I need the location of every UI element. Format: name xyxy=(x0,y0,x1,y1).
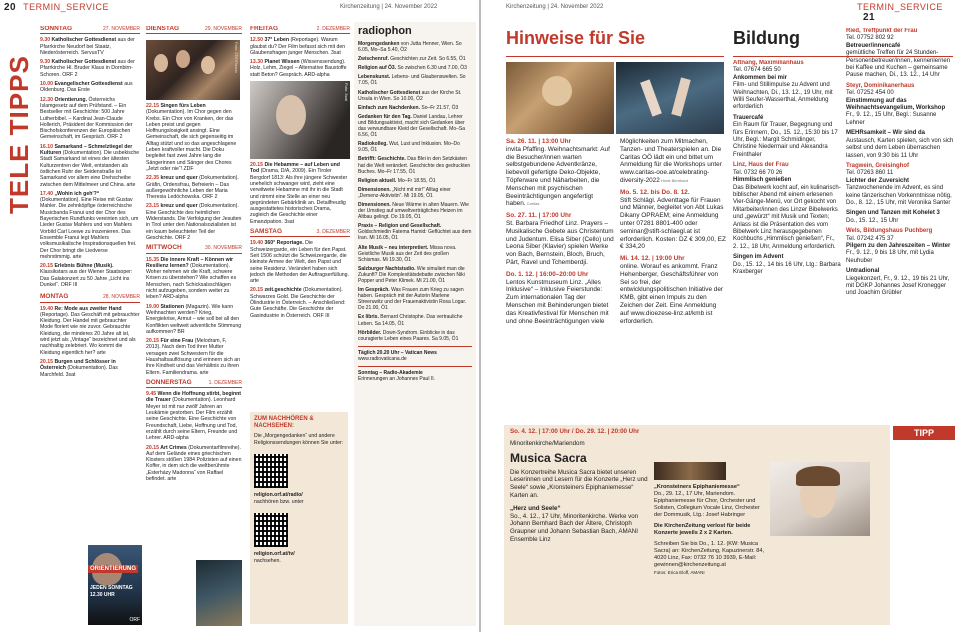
bildung-phone: Tel. 07252 454 00 xyxy=(846,90,894,97)
hinweis-text: Stift Schlägl. Adventtage für Frauen und Männer, begleitet von Abt Lukas Dikany OPRAEM; eine Anmeldung unter 07281 8801-400 oder seminar@stift-schlaegl.at ist erforderlich. Kosten: DZ € 309,00, EZ € 334,20 xyxy=(620,196,726,251)
event-description: aus der Pfarrkirche Hl. Bruder Klaus in Dornbirn-Schoren. ORF 2 xyxy=(40,59,135,78)
hinweis-credit: Horst Bernhard xyxy=(659,177,689,183)
bildung-headline: Untradional xyxy=(846,268,880,275)
orientierung-title: ORIENTIERUNG xyxy=(90,566,137,572)
photo-credit: Foto: ZDF/Radon xyxy=(234,42,239,73)
bildung-headline: Singen und Tanzen mit Kohelet 3 xyxy=(846,210,940,217)
event-title: 360° Reportage. xyxy=(264,240,306,247)
bildung-entry xyxy=(846,83,954,127)
bildung-entry xyxy=(846,228,954,265)
event-description: (Melodram, F, 2013). Nach dem Tod ihrer Mutter versagen zwei Schwestern für die Haushaltsauflösung und erinnern sich an ihre Kindheit und das Verhältnis zu ihren Eltern. Familiendrama. arte xyxy=(146,338,241,376)
event-description: (Reportage). Warum glaubst du? Der Film befasst sich mit den Glaubensfragen junger Menschen. 3sat xyxy=(250,37,346,56)
radio-item xyxy=(358,266,472,284)
bildung-headline: Ankommen bei mir xyxy=(733,74,788,81)
event-time: 19.40 xyxy=(250,240,265,247)
raffle-contact: Schreiben Sie bis Do., 1. 12. (KW: Musica Sacra) an: KirchenZeitung, Kapuzinerstr. 84, 4020 Linz, Fax: 0732 76 10 3939, E-Mail: gewinnen@kirchenzeitung.at xyxy=(654,541,765,568)
bildung-body: Fr., 9. 12., 15 Uhr, Begl.: Susanne Lehner xyxy=(846,112,937,126)
radio-item-text: Das Blei in den Setzkästen hat die Welt verändert. Geschichte des gedruckten Buches. Mo–Fr 17.55, Ö1 xyxy=(358,156,471,175)
musica-sacra-intro: Die Konzertreihe Musica Sacra bietet unseren Leserinnen und Lesern für die Konzerte „Herz und Seele“ sowie „Kronsteiners Epiphaniemesse“ Karten an. xyxy=(510,468,648,499)
tv-event xyxy=(146,175,242,200)
dienstag-photo xyxy=(146,40,240,100)
radio-item-title: Morgengedanken xyxy=(358,41,401,47)
event-description: (Dokumentation). Die usbekische Stadt Samarkand ist eines der ältesten Kulturzentren der Welt, entstanden als östlichen Ruhr der Seidenstraße ist Samarkand vor allem eine Drehscheibe zwischen dem Mittelmeer und China. arte xyxy=(40,150,140,188)
bildung-entry xyxy=(846,28,954,80)
musica-sacra-location: Minoritenkirche/Mariendom xyxy=(510,439,585,447)
hebamme-photo xyxy=(250,81,350,159)
musica-sacra-title: Musica Sacra xyxy=(510,450,587,465)
tv-event xyxy=(146,391,242,441)
radio-item-text: „Nicht mit mir!“ Alltag einer „Demenz-Aktivistin“. Mi 19.05, Ö1 xyxy=(358,186,451,199)
event-time: 19.40 xyxy=(40,305,55,312)
tv-event xyxy=(40,81,140,94)
radio-item-title: Ex libris. xyxy=(358,314,381,321)
event-description: (Magazin). Wie kann Weihnachten werden? Krieg, Energiekrise, Armut – wie soll bei all den Konflikten weltweit adventliche Stimmung aufkommen? BR xyxy=(146,303,242,335)
tele-tipps-sidebar xyxy=(2,24,34,224)
herz-und-seele-text: So., 4. 12., 17 Uhr, Minoritenkirche. Werke von Johann Bernhard Bach der Ältere, Christoph Graupner und Johann Sebastian Bach, AMANI Ensemble Linz xyxy=(510,512,639,543)
radio-item-title: Alte Musik – neu interpretiert. xyxy=(358,244,430,251)
radio-item xyxy=(358,330,472,342)
bildung-body: Das Bibelwerk kocht auf, ein kulinarisch-biblischer Abend mit einem erlesenen Vier-Gänge-Menü, vor Ort gekocht von Mitarbeiter/innen des Linzer Bibelwerks und „gewürzt“ mit Musik und Texten; Anlass ist die Präsentation des vom Bibelwerk Linz herausgegebenen Kochbuchs „Himmlisch genießen“, Fr., 2. 12., 18 Uhr, Anmeldung erforderlich. xyxy=(733,184,841,250)
bildung-col-2 xyxy=(846,28,954,422)
tv-link[interactable]: religion.orf.at/tv/ xyxy=(254,551,295,557)
orientierung-promo xyxy=(88,545,142,625)
event-description: (Dokumentation). Gräfin, Ordensfrau, Befreierin – Das außergewöhnliche Leben der Maria Theresia Ledóchowska. ORF 2 xyxy=(146,175,239,201)
day-header-wednesday: MITTWOCH 30. NOVEMBER xyxy=(146,245,242,253)
event-description: (Dokumentation). Das Marchfeld. 3sat xyxy=(40,365,118,378)
nachhoeren-text: Die „Morgengedanken“ und andere Religionssendungen können Sie unter: xyxy=(254,433,344,446)
radio-item-text: So–Fr 21.57, Ö3 xyxy=(421,104,459,111)
monday-event-list xyxy=(40,306,140,378)
art-crimes-photo xyxy=(196,560,242,626)
event-time: 20.15 xyxy=(146,338,161,345)
bildung-phone: Tel. 07242 475 37 xyxy=(846,235,894,242)
tuesday-header-wrap xyxy=(146,26,242,40)
event-title: kreuz und quer xyxy=(160,203,200,210)
event-time: 12.30 xyxy=(40,96,55,103)
vatican-block: Täglich 20.20 Uhr – Vatican News www.radiovaticana.de xyxy=(358,346,472,362)
radio-item-text: von Jutta Henner, Wien. So 6.05, Mo–Sa 5.40, Ö2 xyxy=(358,41,462,54)
orientierung-line1: JEDEN SONNTAG xyxy=(90,585,133,591)
right-page-number: 21 xyxy=(863,12,876,23)
radio-item xyxy=(358,41,472,53)
event-description: (Dokumentation). Im Chor gegen den Krebs. Ein Chor von Kranken, der das Leben preist und gegen Hoffnungslosigkeit ansingt. Eine Gemeinschaft, die sich gegenseitig im Alltag stützt und so das angeschlagene Leben kraftvoller macht. Die Doku begleitet fast zwei Jahre lang die Sängerinnen und Sänger des Chores „Jetzt oder nie“! ZDF xyxy=(146,109,237,172)
radio-item xyxy=(358,287,472,311)
musica-sacra-side xyxy=(654,484,766,624)
bildung-headline: MEHRsamkeit – Wir sind da xyxy=(846,130,925,137)
bildung-phone: Tel. 0732 66 70 26 xyxy=(733,169,783,176)
bildung-entry xyxy=(733,162,841,251)
hinweis-credit: Caritas xyxy=(525,201,540,207)
radio-item-title: Lebenskunst. xyxy=(358,74,392,81)
tv-event xyxy=(40,263,140,288)
radio-item-text: So zwischen 6.30 und 7.00, Ö3 xyxy=(397,65,467,72)
hinweise-col-1 xyxy=(506,138,614,433)
page-fold xyxy=(479,0,481,632)
hinweis-item xyxy=(506,271,614,326)
radio-item xyxy=(358,90,472,102)
event-time: 20.15 xyxy=(40,263,55,270)
tv-event xyxy=(40,37,140,56)
hinweis-when: Do. 1. 12. | 16:00–20:00 Uhr xyxy=(506,270,589,278)
bildung-body: Austausch, Karten spielen, sich von sich selbst und dem Leben überraschen lassen, von 9:30 bis 11 Uhr xyxy=(846,137,954,159)
dancers-photo xyxy=(616,62,724,134)
bildung-entry xyxy=(733,60,841,112)
radio-item-title: Praxis – Religion und Gesellschaft. xyxy=(358,223,442,230)
friday-event-list xyxy=(250,37,350,78)
hinweis-text: Möglichkeiten zum Mitmachen, Tanzen- und Theaterspielen an. Die Caritas OÖ lädt ein und bittet um Anmeldung für die Workshops unter www.caritas-ooe.at/celebrating-diversity-2022 xyxy=(620,138,722,184)
tv-event xyxy=(250,287,350,318)
hinweise-col-2 xyxy=(620,138,726,433)
radio-item-title: Dimensionen. xyxy=(358,201,393,208)
radiophon-title: radiophon xyxy=(358,25,412,37)
event-description: (Reportage). Das Geschäft mit gebrauchter Kleidung. Der Handel mit gebrauchter Mode floriert wie nie zuvor. Gebrauchte Kleidung, die minderes 20 Jahre alt ist, wird jetzt als „Vintage“ bezeichnet und als nachhaltig zelebriert. Wo kommt die Kleidung eigentlich her? arte xyxy=(40,311,140,356)
event-time: 10.00 xyxy=(40,81,55,88)
event-title: Art Crimes xyxy=(160,444,189,451)
hinweis-when: Sa. 26. 11. | 13:00 Uhr xyxy=(506,138,572,145)
bildung-phone: Tel. 07263 860 11 xyxy=(846,170,894,177)
bildung-location: Attnang, Maximilianhaus xyxy=(733,60,804,66)
hinweis-text: Lentos Kunstmuseum Linz. „Alles Inklusive“ – Inklusive Feierstunde: Zum internationalen Tag der Menschen mit Behinderungen bietet das Kreativfestival für Menschen mit und ohne Beeinträchtigungen viele xyxy=(506,278,609,325)
bildung-body: Do., 15. 12., 14 bis 16 Uhr, Ltg.: Barbara Kraxberger xyxy=(733,261,841,275)
hinweis-item xyxy=(620,255,726,325)
event-description: (Drama, D/A, 2009). Ein Tiroler Bergdorf 1813: Als ihre jüngere Schwester unehelich schwanger wird, zieht eine verwitwete Hebamme mit ihr in die Stadt und nimmt eine Stelle an einer neu gegründeten Gebärklinik an. Detailfreudig ausgestattetes historisches Drama, zugleich die Geschichte einer Emanzipation. 3sat xyxy=(250,168,348,225)
hinweis-when: So. 27. 11. | 17:00 Uhr xyxy=(506,212,572,220)
event-time: 23.15 xyxy=(146,203,161,210)
radio-item-title: Im Gespräch. xyxy=(358,287,392,294)
event-title: Samarkand – Schmelztiegel der Kulturen xyxy=(40,143,133,157)
tv-event xyxy=(146,257,242,301)
event-description: aus Oldenburg. Das Erste xyxy=(40,81,133,94)
bildung-location: Wels, Bildungshaus Puchberg xyxy=(846,228,933,235)
event-time: 20.15 xyxy=(40,358,55,365)
event-description: (Dokumentation). Schwarzes Gold. Die Geschichte der Ölindustrie in Österreich. – Anschließend: Gute Geschäfte. Die Geschichte der Gasindustrie in Österreich. ORF III xyxy=(250,287,346,319)
day-header-tuesday: DIENSTAG 29. NOVEMBER xyxy=(146,26,242,34)
event-description: Klassikstars aus der Wiener Staatsoper: Das Galakonzert zu 50 Jahre „Licht ins Dunkel“. ORF III xyxy=(40,269,133,288)
tv-event xyxy=(250,59,350,78)
hinweis-when: Mi. 14. 12. | 19:00 Uhr xyxy=(620,255,685,263)
tv-event xyxy=(40,97,140,141)
hinweis-text: St. Barbara Friedhof Linz. Prayers – Musikalische Gebete aus Christentum und Judentum. Elisa Siber (Cello) und Leona Siber (Klavier) spielen Werke von Bach, Bernstein, Bloch, Bruch, Pärt, Ravel und Tchemberdji. xyxy=(506,219,614,266)
event-description: (Dokumentation). Leonhard Meyer ist mit nur zwölf Jahren an Leukämie gestorben. Der Film erzählt seine Geschichte. Eine Geschichte von Freundschaft, Liebe, Hoffnung und Tod, erzählt durch seine Eltern, Freunde und Lehrer. ARD-alpha xyxy=(146,397,238,442)
ensemble-photo xyxy=(654,462,726,480)
event-time: 20.15 xyxy=(146,444,161,451)
bildung-col-1 xyxy=(733,60,841,422)
epiphaniemesse-title: „Kronsteiners Epiphaniemesse“ xyxy=(654,484,740,490)
radio-item-title: Hörbilder. xyxy=(358,329,383,336)
radio-item-title: Zwischenruf. xyxy=(358,56,391,63)
event-title: Für eine Frau xyxy=(160,338,195,345)
right-page-header xyxy=(857,2,959,23)
column-tue-wed-thu xyxy=(146,103,242,623)
event-title: Singen fürs Leben xyxy=(160,103,206,109)
tv-event xyxy=(250,162,350,225)
day-header-monday: MONTAG 28. NOVEMBER xyxy=(40,294,140,302)
bildung-phone: Tel. 07674 665 50 xyxy=(733,67,781,74)
bildung-entry xyxy=(733,254,841,276)
tv-event xyxy=(146,103,242,172)
bildung-location: Steyr, Dominikanerhaus xyxy=(846,82,915,89)
bildung-entry xyxy=(846,163,954,207)
bildung-location: Tragwein, Greisinghof xyxy=(846,162,910,169)
radio-item-text: Wut, Lust und Inklusion. Mo–Do 9.05, Ö1 xyxy=(358,141,460,154)
radio-item xyxy=(358,65,472,71)
left-section-label: TERMIN_SERVICE xyxy=(23,2,109,12)
radio-item-title: Einfach zum Nachdenken. xyxy=(358,104,422,111)
event-time: 13.30 xyxy=(250,59,265,66)
tv-event xyxy=(40,144,140,188)
sidebar-title: TELE TIPPS xyxy=(4,55,34,214)
day-header-saturday: SAMSTAG 3. DEZEMBER xyxy=(250,229,350,237)
tipp-label: TIPP xyxy=(893,426,955,440)
bildung-entry xyxy=(846,210,954,225)
radio-item-text: Bernard Christophe. Das vertrauliche Leben. Sa 14.05, Ö1 xyxy=(358,314,463,327)
radio-item-text: Daniel Landau, Lehrer und Bildungsaktivist, macht sich Gedanken über das verwundbare Kleid der Gesellschaft. Mo–Sa 6.56, Ö1 xyxy=(358,113,466,139)
event-title: Orientierung. xyxy=(54,96,89,103)
event-time: 20.15 xyxy=(250,287,265,294)
hinweis-item xyxy=(620,189,726,251)
tv-event xyxy=(146,304,242,335)
bildung-location: Linz, Haus der Frau xyxy=(733,162,789,169)
radio-item-text: Mo–Fr 18.55, Ö1 xyxy=(397,177,436,184)
radio-item xyxy=(358,187,472,199)
day-header-friday: FREITAG 2. DEZEMBER xyxy=(250,26,350,34)
event-title: Katholischer Gottesdienst xyxy=(51,37,118,44)
radiophon-list xyxy=(358,41,472,342)
event-title: Stationen xyxy=(160,303,186,310)
bildung-title: Bildung xyxy=(733,28,800,48)
orf-logo: ORF xyxy=(129,617,140,623)
hinweise-title: Hinweise für Sie xyxy=(506,28,646,48)
left-page-header xyxy=(4,2,109,16)
musica-sacra-credit: Fotos: Erica Eloff, AMANI xyxy=(654,570,705,575)
hinweis-text: online. Worauf es ankommt. Franz Hehenberger, Geschäftsführer von Sei so frei, der entwicklungspolitischen Initiative der KMB, gibt einen Impuls zu den Zeichen der Zeit. Eine Anmeldung auf www.dioezese-linz.at/kmb ist erforderlich. xyxy=(620,262,724,325)
tv-event xyxy=(40,359,140,378)
event-title: Wenn die Hoffnung stirbt, beginnt die Trauer xyxy=(146,391,242,404)
day-header-thursday: DONNERSTAG 1. DEZEMBER xyxy=(146,380,242,388)
radio-item-title: Gedanken für den Tag. xyxy=(358,113,414,120)
column-sunday-monday xyxy=(40,26,140,626)
nachhoeren-title: ZUM NACHHÖREN & NACHSEHEN: xyxy=(254,416,314,429)
qr-code-radio[interactable] xyxy=(254,454,288,488)
event-description: (Dokumentation). Eine Reise mit Gustav Mahler. Die zehnköpfige österreichische Musicbanda Franui und der Chor des Bayerischen Rundfunks vereinten sich, um Lieder Gustav Mahlers und von Mahlers Vorbild Carl Loewe zu inszenieren. Das Ensemble Franui legt Mahlers volksmusikalische Inspirationsquellen frei. Der Chor bringt die Liedverse mehrstimmig. arte xyxy=(40,197,139,260)
thursday-event-list xyxy=(146,391,242,482)
tv-event xyxy=(40,191,140,260)
radio-item xyxy=(358,202,472,220)
event-title: Re: Mode aus zweiter Hand xyxy=(54,305,122,312)
event-time: 19.00 xyxy=(146,303,161,310)
radio-item xyxy=(358,156,472,174)
bildung-entry xyxy=(846,130,954,160)
event-description: (Dokumentarfilmreihe). Auf dem Gelände eines griechischen Klosters stößen 1984 Polizisten auf einen Koffer, in dem sich die weltberühmte „Esterházy Madonna“ von Raffael befindet. arte xyxy=(146,444,242,483)
radio-item-title: Dimensionen. xyxy=(358,186,393,193)
event-description: (Dokumentation). Eine Geschichte des heimlichen Widerstands. Die Verfolgung der Jesuiten in Tirol unter den Nationalsozialisten ist ein kaum beleuchteter Teil der Geschichte. ORF 2 xyxy=(146,203,242,241)
radio-item-title: Religion auf Ö3. xyxy=(358,65,398,72)
radio-item xyxy=(358,56,472,62)
event-time: 9.30 xyxy=(40,59,52,66)
radio-item xyxy=(358,114,472,138)
herz-und-seele-title: „Herz und Seele“ xyxy=(510,504,561,512)
qr-code-tv[interactable] xyxy=(254,513,288,547)
orientierung-line2: 12.30 UHR xyxy=(90,592,115,598)
right-section-label: TERMIN_SERVICE xyxy=(857,2,943,12)
radio-item xyxy=(358,74,472,86)
bildung-headline: Lichter der Zuversicht xyxy=(846,177,910,184)
event-time: 22.35 xyxy=(146,175,161,182)
event-title: Erlebnis Bühne (Musik). xyxy=(54,263,114,270)
radio-item xyxy=(358,178,472,184)
tv-event xyxy=(40,306,140,356)
singer-photo xyxy=(770,462,870,536)
event-time: 22.15 xyxy=(146,103,161,109)
event-description: Österreichs Islamgesetz auf dem Prüfstand. – Ein Bestseller mit Geschichte: 500 Jahre Lutherbibel. – Kardinal Jean-Claude Hollerich, Präsident der Kommission der Bischofskonferenzen der Europäischen Gemeinschaft, im Gespräch. ORF 2 xyxy=(40,96,133,141)
bildung-headline: Himmlisch genießen xyxy=(733,177,792,184)
radio-item-title: Radiokolleg. xyxy=(358,141,390,148)
event-time: 17.40 xyxy=(40,190,55,197)
bildung-body: Fr., 9. 12., 9 bis 18 Uhr, mit Lydia Neuhuber xyxy=(846,250,934,264)
radio-item-text: Lebens- und Glaubenswelten. So 7.05, Ö1 xyxy=(358,74,466,87)
radio-item xyxy=(358,223,472,241)
photo-credit-friday: Foto: 3sat xyxy=(344,83,349,101)
hinweis-when: Mo. 5. 12. bis Do. 8. 12. xyxy=(620,188,690,196)
musica-sacra-when: So. 4. 12. | 17:00 Uhr / Do. 29. 12. | 20:00 Uhr xyxy=(510,428,640,435)
event-time: 9.45 xyxy=(146,391,158,398)
radio-item xyxy=(358,105,472,111)
hinweis-item xyxy=(620,138,726,185)
event-time: 20.15 xyxy=(250,162,265,169)
tv-event xyxy=(146,445,242,483)
radio-item-text: Goldschmiedin Fatema Hamid: Geflüchtet aus dem Iran. Mi 16.05, Ö1 xyxy=(358,229,472,242)
bildung-phone: Tel. 07752 802 92 xyxy=(846,35,894,42)
raffle-text: Die KirchenZeitung verlost für beide Konzerte jeweils 2 x 2 Karten. xyxy=(654,523,751,536)
epiphaniemesse-text: Do., 29. 12., 17 Uhr, Mariendom. Epiphaniemesse für Chor, Orchester und Solisten, Collegium Vocale Linz, Orchester der Dommusik, Ltg.: Josef Habringer xyxy=(654,491,760,518)
tv-event xyxy=(146,338,242,376)
bildung-headline: Einstimmung auf das Weihnachtsevangelium, Workshop xyxy=(846,97,946,112)
event-title: kreuz und quer xyxy=(160,175,200,182)
bildung-body: Ein Raum für Trauer, Begegnung und fürs Erinnern, Do., 15. 12., 15:30 bis 17 Uhr, Begl.: Margit Schmidinger, Christine Niedermair und Alexandra Freinthaler xyxy=(733,122,838,158)
nachhoeren-box: ZUM NACHHÖREN & NACHSEHEN: Die „Morgengedanken“ und andere Religionssendungen können Sie unter: religion.orf.at/radio/ nachhören bzw. unter religion.orf.at/tv/ nachsehen. xyxy=(250,412,348,624)
day-header-sunday: SONNTAG 27. NOVEMBER xyxy=(40,26,140,34)
hinweis-item xyxy=(506,138,614,208)
radio-item-title: Salzburger Nachtstudio. xyxy=(358,265,417,272)
event-time: 9.30 xyxy=(40,37,52,44)
event-title: Evangelischer Gottesdienst xyxy=(54,81,125,88)
radio-item-text: Geschichten zur Zeit. So 6.55, Ö1 xyxy=(390,56,466,63)
radio-item-text: Wie simuliert man die Zukunft? Die Komplexitätsdebatte zwischen Niki Popper und Peter Klimek. Mi 21.00, Ö1 xyxy=(358,265,465,284)
tv-event xyxy=(40,59,140,78)
left-masthead: Kirchenzeitung | 24. November 2022 xyxy=(340,4,438,10)
radio-item xyxy=(358,245,472,263)
radio-item xyxy=(358,314,472,326)
bildung-body: Liegekonzert, Fr., 9. 12., 19 bis 21 Uhr, mit DGKP Johannes Josef Kronegger und Joachim Grübler xyxy=(846,275,950,297)
bildung-headline: Betreuer/innencafé xyxy=(846,42,901,49)
event-time: 12.50 xyxy=(250,37,265,44)
event-title: 37° Leben xyxy=(264,37,291,44)
tv-event xyxy=(146,203,242,241)
event-title: Planet Wissen xyxy=(264,59,302,66)
bildung-entry xyxy=(846,268,954,298)
saturday-event-list xyxy=(250,240,350,319)
radio-item xyxy=(358,141,472,153)
event-description: (Wissenssendung). Holz, Lehm, Ziegel – Alternative Baustoffe statt Beton? Gespräch. ARD-alpha xyxy=(250,59,347,78)
bildung-body: gemütliche Treffen für 24 Stunden-Personenbetreuer/innen, kennenlernen bei Kaffee und Kuchen – gemeinsame Pause machen, Di., 13. 12., 14 Uhr xyxy=(846,50,951,79)
radio-item-title: Betrifft: Geschichte. xyxy=(358,156,408,163)
event-time: 16.10 xyxy=(40,143,55,150)
bildung-body: Tanzwochenende im Advent, es sind keine tänzerischen Vorkenntnisse nötig, Do., 8. 12., 15 Uhr, mit Veronika Santer xyxy=(846,185,952,206)
musica-sacra-main xyxy=(510,428,650,622)
event-title: zeit.geschichte xyxy=(264,287,304,294)
bildung-headline: Trauercafé xyxy=(733,114,764,121)
bildung-body: Do., 15. 12., 15 Uhr xyxy=(846,217,899,224)
event-title: Katholischer Gottesdienst xyxy=(51,59,118,66)
hinweis-item xyxy=(506,212,614,267)
radio-item-text: Missa nova. Geistliche Musik aus der Zeit des großen Schismas. Mi 19.30, Ö1 xyxy=(358,244,457,263)
event-time: 15.35 xyxy=(146,256,161,263)
event-description: (Dokumentation). Woher nehmen wir die Kraft, schwere Krisen zu überstehen? Wie schaffen es Menschen, nach Schicksalsschlägen nicht aufzugeben, sondern weiter zu leben? ARD-alpha xyxy=(146,262,237,301)
tuesday-event-list xyxy=(146,103,242,241)
radio-item-text: Neue Wärme in alten Mauern. Wie der Umstieg auf umweltverträgliches Heizen im Altbau gelingt. Do 19.05, Ö1 xyxy=(358,201,469,221)
event-title: „Wohin ich geh'?“ xyxy=(54,190,100,197)
event-description: Die Schweizergarde, ein Leben für den Papst. Seit 1506 schützt die Schweizergarde, die kleinste Armee der Welt, den Papst und seine Residenz. Verändert haben sich jedoch die Methoden der Auftragserfüllung. arte xyxy=(250,240,349,285)
event-title: Die Hebamme – auf Leben und Tod xyxy=(250,162,340,175)
event-title: Burgen und Schlösser in Österreich xyxy=(40,358,116,372)
bildung-location: Ried, Treffpunkt der Frau xyxy=(846,28,918,34)
event-description: aus der Pfarrkirche Neudorf bei Staatz, Niederösterreich. ServusTV xyxy=(40,37,135,56)
hinweise-header xyxy=(506,28,726,58)
radio-link[interactable]: religion.orf.at/radio/ xyxy=(254,492,303,498)
bildung-body: Film- und Stillimpulse zu Advent und Weihnachten, Di., 13. 12., 19 Uhr, mit Willi Seufer-Wasserthal, Anmeldung erforderlich xyxy=(733,82,833,111)
radio-item-text: aus der Kirche St. Ursula in Wien. So 10.00, Ö2 xyxy=(358,89,462,102)
event-title: Die innere Kraft – Können wir Resilienz lernen? xyxy=(146,256,234,269)
vatican-url[interactable]: www.radiovaticana.de xyxy=(358,355,407,362)
hinweis-text: invita Pfaffing. Weihnachtsmarkt: Auf die Besucher/innen warten selbstgebundene Adventkränze, liebevoll gefertigte Deko-Objekte, Töpferware und Näharbeiten, die Menschen mit psychischen Beeinträchtigungen angefertigt haben. xyxy=(506,145,610,208)
sunday-event-list xyxy=(40,37,140,288)
tv-event xyxy=(250,240,350,284)
right-masthead: Kirchenzeitung | 24. November 2022 xyxy=(506,4,604,10)
radio-akademie-block: Sonntag – Radio-Akademie Erinnerungen an Johannes Paul II. xyxy=(358,366,472,382)
left-page-number: 20 xyxy=(4,2,17,13)
radio-item-text: Was Frauen zum Krieg zu sagen haben. Gespräch mit der Autorin Marlene Streeruwitz und der Frauenaktivistin Rosa Logar. Do 21.00, Ö1 xyxy=(358,287,467,312)
tv-event xyxy=(250,37,350,56)
bildung-entry xyxy=(733,115,841,159)
radio-item-text: Down-Syndrom. Einblicke in das couragierte Leben eines Paares. Sa 9.05, Ö1 xyxy=(358,329,459,342)
radio-item-title: Katholischer Gottesdienst xyxy=(358,89,422,96)
radio-item-title: Religion aktuell. xyxy=(358,177,398,184)
radiophon-column xyxy=(354,22,476,626)
wednesday-event-list xyxy=(146,257,242,376)
bildung-headline: Singen im Advent xyxy=(733,254,784,261)
bildung-headline: Pilgern zu den Jahreszeiten – Winter xyxy=(846,242,951,249)
advent-wreath-photo xyxy=(506,62,614,134)
